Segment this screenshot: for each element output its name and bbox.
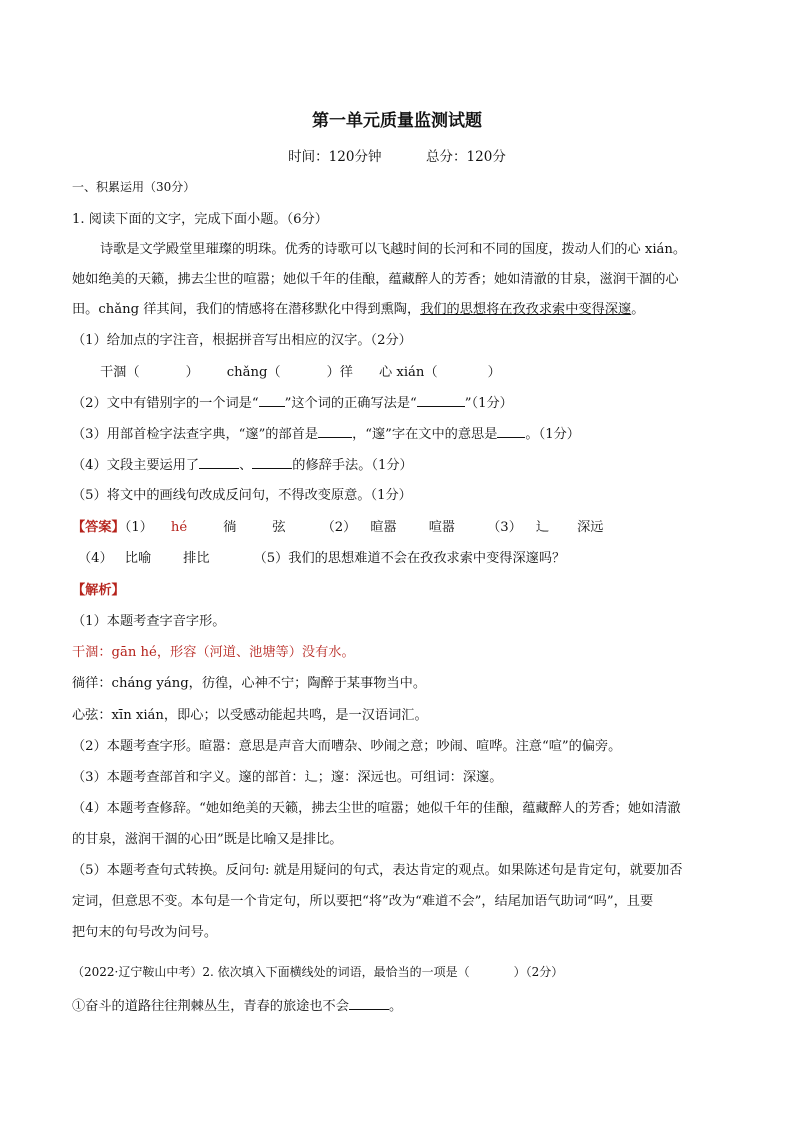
sub-question-4-text-b: 、 — [239, 458, 253, 473]
analysis-line-4: 心弦：xīn xián，即心；以受感动能起共鸣，是一汉语词汇。 — [72, 708, 428, 723]
page-title: 第一单元质量监测试题 — [312, 111, 482, 131]
sub-question-4-text-a: （4）文段主要运用了 — [72, 458, 200, 473]
sub-question-3-text-a: （3）用部首检字法查字典，“邃”的部首是 — [72, 427, 319, 442]
analysis-tag — [72, 582, 734, 600]
question-2-stem-b: ）（2分） — [513, 965, 564, 979]
passage-line-2: 她如绝美的天籁，拂去尘世的喧嚣；她似千年的佳酿，蕴藏醉人的芳香；她如清澈的甘泉，滋润干涸的心 — [72, 272, 679, 287]
exam-total-score: 总分：120分 — [426, 149, 506, 165]
sub-question-5: （5）将文中的画线句改成反问句，不得改变原意。（1分） — [72, 488, 412, 503]
exam-time: 时间：120分钟 — [288, 149, 382, 165]
sub-question-2 — [72, 394, 734, 413]
blank-rhetoric-1[interactable] — [199, 456, 239, 469]
fill-close-1: ） — [185, 365, 199, 380]
passage-line-3-start: 田。chǎng 徉其间，我们的情感将在潜移默化中得到熏陶， — [72, 302, 421, 317]
section-heading: 一、积累运用（30分） — [72, 180, 196, 194]
answer-1-pinyin: hé — [170, 520, 188, 535]
fill-xin-xian: 心 xián（ — [379, 365, 438, 380]
question-2-item-1-text: ①奋斗的道路往往荆棘丛生，青春的旅途也不会 — [72, 999, 349, 1014]
fill-gan-he: 干涸（ — [100, 365, 140, 380]
answer-4-metaphor: 比喻 — [124, 551, 152, 566]
sub-question-1: （1）给加点的字注音，根据拼音写出相应的汉字。（2分） — [72, 333, 412, 348]
sub-question-4-text-c: 的修辞手法。（1分） — [292, 458, 413, 473]
answer-3-label: （3） — [487, 520, 522, 535]
blank-wrong-word[interactable] — [259, 394, 285, 407]
answer-3-meaning: 深远 — [577, 520, 604, 535]
passage-line-3 — [72, 301, 734, 319]
answer-1-char-1: 徜 — [223, 520, 237, 535]
analysis-line-10: 定词，但意思不变。本句是一个肯定句，所以要把“将”改为“难道不会”，结尾加语气助词“吗”，且要 — [72, 894, 654, 909]
analysis-line-6: （3）本题考查部首和字义。邃的部首：辶；邃：深远也。可组词：深邃。 — [72, 770, 503, 785]
sub-question-3-text-c: 。（1分） — [525, 427, 580, 442]
blank-rhetoric-2[interactable] — [252, 456, 292, 469]
question-2-item-1-end: 。 — [388, 999, 403, 1014]
answer-2-label: （2） — [321, 520, 357, 535]
question-2-stem-a: （2022·辽宁鞍山中考）2. 依次填入下面横线处的词语，最恰当的一项是（ — [72, 965, 470, 979]
passage-line-1: 诗歌是文学殿堂里璀璨的明珠。优秀的诗歌可以飞越时间的长河和不同的国度，拨动人们的心 xián。 — [100, 242, 687, 257]
analysis-line-1: （1）本题考查字音字形。 — [72, 614, 226, 629]
underlined-sentence: 我们的思想将在孜孜求索中变得深邃 — [420, 302, 632, 317]
sub-question-1-fill — [100, 364, 734, 382]
answer-2-wrong: 暄嚣 — [370, 520, 397, 535]
answer-1-char-2: 弦 — [272, 520, 286, 535]
question-2-stem — [72, 963, 734, 981]
exam-meta — [0, 145, 794, 165]
sub-question-2-text-b: ”这个词的正确写法是“ — [284, 396, 417, 411]
analysis-line-8: 的甘泉，滋润干涸的心田”既是比喻又是排比。 — [72, 832, 343, 847]
passage-line-3-end: 。 — [631, 302, 645, 317]
fill-close-3: ） — [487, 365, 501, 380]
analysis-line-7: （4）本题考查修辞。“她如绝美的天籁，拂去尘世的喧嚣；她似千年的佳酿，蕴藏醉人的芳香；她如清澈 — [72, 801, 681, 816]
answer-1-label: （1） — [124, 520, 153, 535]
answer-3-radical: 辶 — [535, 520, 550, 535]
blank-item-1[interactable] — [349, 997, 389, 1010]
analysis-line-3: 徜徉：cháng yáng，彷徨，心神不宁；陶醉于某事物当中。 — [72, 676, 427, 691]
answer-4-parallelism: 排比 — [183, 551, 210, 566]
question-1-stem: 1. 阅读下面的文字，完成下面小题。（6分） — [72, 212, 328, 227]
sub-question-3-text-b: ，“邃”字在文中的意思是 — [352, 427, 498, 442]
blank-correct-word[interactable] — [417, 394, 465, 407]
answer-tag: 【答案】 — [72, 520, 125, 535]
sub-question-2-text-a: （2）文中有错别字的一个词是“ — [72, 396, 259, 411]
analysis-line-2: 干涸：gān hé，形容（河道、池塘等）没有水。 — [72, 645, 355, 660]
fill-yang: ）徉 — [326, 365, 353, 380]
question-2-item-1 — [72, 997, 734, 1016]
blank-radical[interactable] — [318, 425, 352, 438]
analysis-line-9: （5）本题考查句式转换。反问句: 就是用疑问的句式，表达肯定的观点。如果陈述句是肯定句，就要加否 — [72, 863, 683, 878]
fill-chang: chǎng（ — [226, 365, 281, 380]
answer-5: （5）我们的思想难道不会在孜孜求索中变得深邃吗？ — [253, 551, 566, 566]
answer-line-1 — [72, 519, 734, 537]
sub-question-4 — [72, 456, 734, 475]
analysis-line-5: （2）本题考查字形。暄嚣：意思是声音大而嘈杂、吵闹之意；吵闹、喧哗。注意“喧”的偏旁。 — [72, 739, 622, 754]
sub-question-3 — [72, 425, 734, 444]
answer-2-correct: 喧嚣 — [428, 520, 456, 535]
answer-4-label: （4） — [78, 551, 113, 566]
answer-line-2 — [78, 550, 734, 568]
analysis-line-11: 把句末的句号改为问号。 — [72, 925, 218, 940]
analysis-tag-text: 【解析】 — [72, 583, 125, 598]
blank-meaning[interactable] — [497, 425, 525, 438]
sub-question-2-text-c: ”（1分） — [464, 396, 513, 411]
